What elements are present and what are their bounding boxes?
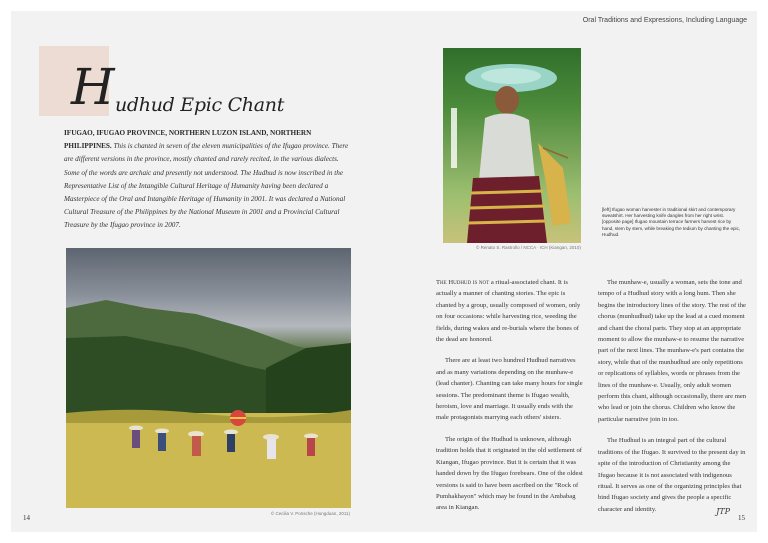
col1-paragraph-1 bbox=[436, 277, 586, 345]
woman-photo-credit: © Renato S. Rastrollo / NCCA · ICH (Kiangan, 2010) bbox=[476, 245, 581, 250]
right-page bbox=[384, 11, 757, 532]
rice-terrace-photo bbox=[66, 248, 351, 508]
rice-terrace-illustration bbox=[66, 248, 351, 508]
running-head: Oral Traditions and Expressions, Including Language bbox=[582, 17, 747, 24]
left-page bbox=[11, 11, 384, 532]
intro-body: This is chanted in seven of the eleven municipalities of the Ifugao province. There are different versions in the province, mostly chanted and rarely recited, in the various dialects. Some of the words are archaic and presently not understood. The Hudhud is now inscribed in the Representative List of the Intangible Cultural Heritage of Humanity having been declared a Masterpiece of the Oral and Intangible Heritage of Humanity in 2001. It was declared a National Cultural Treasure of the Philippines by the National Museum in 2001 and a Provincial Cultural Treasure by the Ifugao province in 2007. bbox=[64, 142, 349, 230]
col1-p1-text: a ritual-associated chant. It is actually a manner of chanting stories. The epic is chanted by a group, usually composed of women, only on four occasions: while harvesting rice, weeding the fields, during wakes and re-burials where the bones of the dead are honored. bbox=[436, 279, 581, 344]
woman-harvester-illustration bbox=[443, 48, 581, 243]
folio-right: 15 bbox=[738, 514, 745, 522]
text-column-1 bbox=[436, 277, 586, 524]
title-rest: udhud Epic Chant bbox=[115, 94, 285, 116]
col1-paragraph-2: There are at least two hundred Hudhud narratives and as many variations depending on the munhaw-e (lead chanter). Chanting can take many hours for single sessions. The predominant theme is Ifugao wealth, heroism, love and marriage. It usually ends with the male protagonists marrying each others' sisters. bbox=[436, 357, 583, 422]
text-column-2 bbox=[598, 277, 748, 525]
col2-paragraph-2: The Hudhud is an integral part of the cultural traditions of the Ifugao. It survived to the present day in spite of the introduction of Christianity among the Ifugao because it is not associated with indigenous ritual. It serves as one of the organizing principles that bind Ifugao society and gives the people a specific character and identity. bbox=[598, 437, 746, 513]
photo-caption: [left] Ifugao woman harvester in traditional skirt and contemporary sweatshirt. Her harvesting knife dangles from her right wrist. [opposite page] Ifugao mountain terrace farmers harvest rice by hand, stem by stem, while breaking the tedium by chanting the epic, Hudhud. bbox=[602, 207, 741, 237]
title-initial: H bbox=[71, 58, 115, 116]
rice-photo-credit: © Cecilia V. Ponsche (Hungduan, 2011) bbox=[270, 511, 350, 516]
intro-location: IFUGAO, IFUGAO PROVINCE, NORTHERN LUZON ISLAND, NORTHERN PHILIPPINES. bbox=[64, 129, 312, 151]
col2-paragraph-1: The munhaw-e, usually a woman, sets the tone and tempo of a Hudhud story with a long hum. Then she begins the introductory lines of the story. The rest of the chorus (munhudhud) take up the lead at a cued moment and chant the choral parts. They stop at an appropriate moment to allow the munhaw-e to resume the narrative part of the next lines. The munhaw-e's part contains the story, while that of the munhudhud are only repetitions or replications of syllables, words or phrases from the lines of the munhaw-e. Usually, only adult women perform this chant, although occasionally, there are men who lead or join the chorus. Children who know the particular narrative join in too. bbox=[598, 279, 747, 423]
author-signature: JTP bbox=[716, 507, 730, 516]
book-spread bbox=[11, 11, 757, 532]
folio-left: 14 bbox=[23, 514, 30, 522]
col1-paragraph-3: The origin of the Hudhud is unknown, although tradition holds that it originated in the old settlement of Kiangan, Ifugao province. But it is certain that it was handed down by the Ifugao forebears. One of the oldest versions is said to have been ascribed on the "Rock of Pumhakhayon" which may be found in the Ambabag area in Kiangan. bbox=[436, 435, 583, 512]
woman-harvester-photo bbox=[443, 48, 581, 243]
page-title bbox=[71, 58, 351, 126]
intro-paragraph bbox=[64, 127, 349, 233]
col1-lead: The Hudhud is not bbox=[436, 279, 490, 286]
